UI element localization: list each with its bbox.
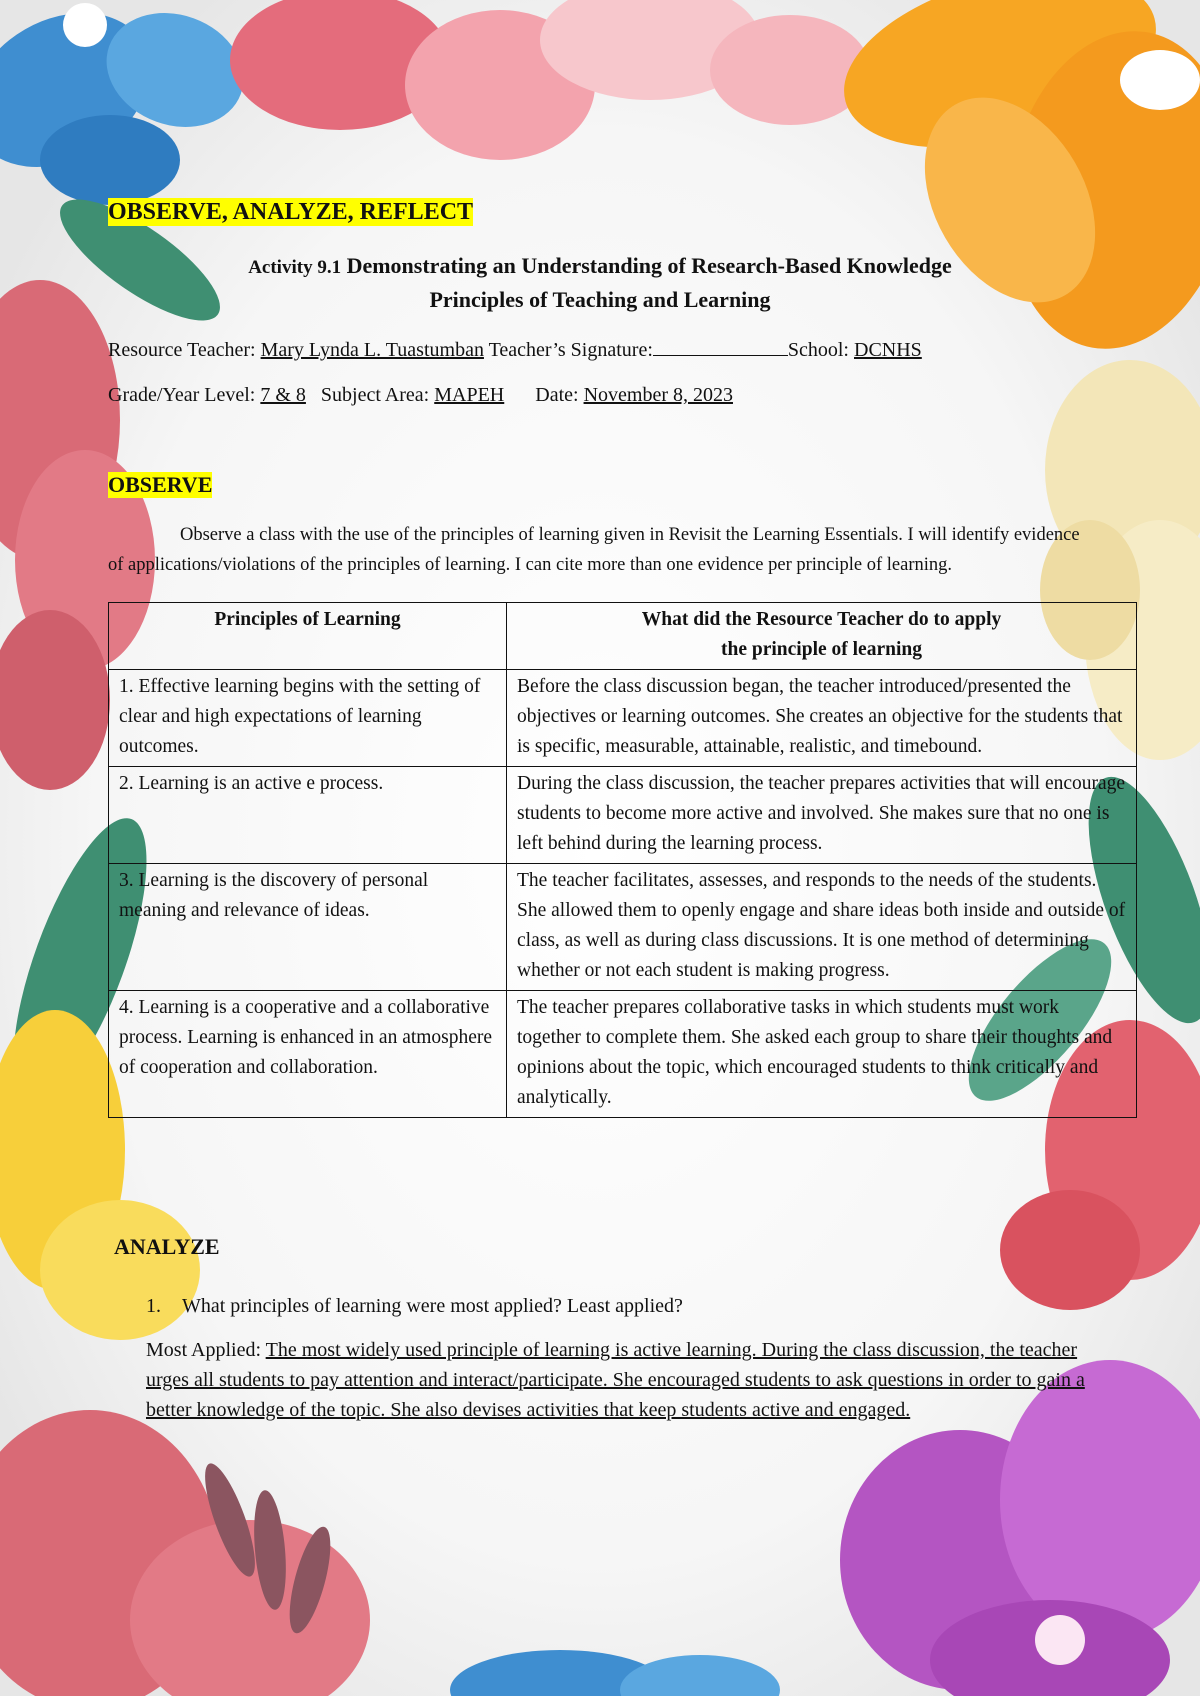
principle-cell: 1. Effective learning begins with the setting of clear and high expectations of learning outcomes. xyxy=(109,670,507,767)
header-principles: Principles of Learning xyxy=(109,603,507,670)
signature-blank xyxy=(653,335,788,356)
question-number: 1. xyxy=(146,1295,161,1317)
grade-value: 7 & 8 xyxy=(260,384,306,406)
signature-label: Teacher’s Signature: xyxy=(488,339,653,361)
action-cell: During the class discussion, the teacher prepares activities that will encourage students to become more active and involved. She makes sure that no one is left behind during the learning process. xyxy=(507,767,1137,864)
observe-heading: OBSERVE xyxy=(108,472,213,497)
table-row xyxy=(109,864,1137,991)
most-applied-label: Most Applied: xyxy=(146,1339,262,1361)
school-value: DCNHS xyxy=(854,339,922,361)
resource-teacher-label: Resource Teacher: xyxy=(108,339,256,361)
meta-line-1 xyxy=(108,335,922,363)
principles-table xyxy=(108,602,1137,1118)
analyze-question-1 xyxy=(146,1292,683,1320)
action-cell: The teacher facilitates, assesses, and responds to the needs of the students. She allowed them to openly engage and share ideas both inside and outside of class, as well as during class discussions. It is one method of determining whether or not each student is making progress. xyxy=(507,864,1137,991)
subject-label: Subject Area: xyxy=(320,384,430,406)
principle-cell: 2. Learning is an active e process. xyxy=(109,767,507,864)
school-label: School: xyxy=(787,339,849,361)
header-teacher-actions: What did the Resource Teacher do to apply the principle of learning xyxy=(507,603,1137,670)
action-cell: The teacher prepares collaborative tasks in which students must work together to complete them. She asked each group to share their thoughts and opinions about the topic, which encouraged students to think critically and analytically. xyxy=(507,991,1137,1118)
activity-heading xyxy=(0,250,1200,316)
question-text: What principles of learning were most applied? Least applied? xyxy=(182,1295,683,1317)
principle-cell: 3. Learning is the discovery of personal meaning and relevance of ideas. xyxy=(109,864,507,991)
date-value: November 8, 2023 xyxy=(583,384,733,406)
table-row xyxy=(109,991,1137,1118)
table-row xyxy=(109,670,1137,767)
section-title: OBSERVE, ANALYZE, REFLECT xyxy=(108,199,474,225)
observe-intro xyxy=(108,520,1088,580)
resource-teacher-value: Mary Lynda L. Tuastumban xyxy=(260,339,484,361)
table-row xyxy=(109,767,1137,864)
meta-line-2 xyxy=(108,382,733,408)
activity-title-line2: Principles of Teaching and Learning xyxy=(429,287,771,312)
most-applied-text: The most widely used principle of learning is active learning. During the class discussion, the teacher urges all students to pay attention and interact/participate. She encouraged students to ask questions in order to gain a better knowledge of the topic. She also devises activities that keep students active and engaged. xyxy=(146,1339,1085,1421)
subject-value: MAPEH xyxy=(434,384,505,406)
activity-title-line1 xyxy=(0,250,1200,284)
analyze-heading: ANALYZE xyxy=(114,1234,220,1259)
activity-label: Activity 9.1 xyxy=(248,257,342,278)
grade-label: Grade/Year Level: xyxy=(108,384,256,406)
activity-title-text: Demonstrating an Understanding of Research-Based Knowledge xyxy=(346,253,952,278)
principle-cell: 4. Learning is a cooperative and a collaborative process. Learning is enhanced in an atmosphere of cooperation and collaboration. xyxy=(109,991,507,1118)
observe-intro-text: Observe a class with the use of the principles of learning given in Revisit the Learning Essentials. I will identify evidence of applications/violations of the principles of learning. I can cite more than one evidence per principle of learning. xyxy=(108,525,1080,575)
action-cell: Before the class discussion began, the teacher introduced/presented the objectives or learning outcomes. She creates an objective for the students that is specific, measurable, attainable, realistic, and timebound. xyxy=(507,670,1137,767)
most-applied-answer xyxy=(146,1335,1106,1425)
table-header-row xyxy=(109,603,1137,670)
date-label: Date: xyxy=(535,384,579,406)
